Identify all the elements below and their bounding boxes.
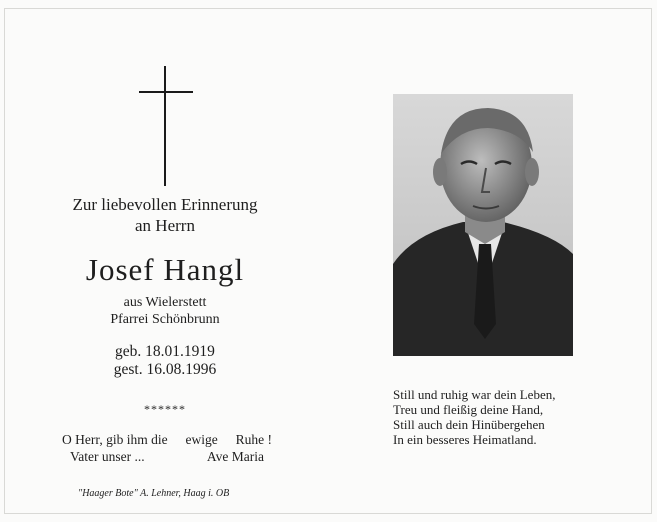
divider-stars: ******	[144, 402, 186, 416]
origin	[40, 294, 290, 328]
deceased-name: Josef Hangl	[85, 252, 245, 287]
verse	[393, 387, 613, 447]
prayer	[62, 431, 272, 465]
prayer-line-1	[62, 431, 272, 448]
death-date: gest. 16.08.1996	[113, 361, 217, 378]
prayer-line-2	[62, 448, 272, 465]
cross-icon	[139, 66, 193, 186]
verse-line: In ein besseres Heimatland.	[393, 432, 537, 447]
portrait-photo-icon	[393, 94, 573, 356]
life-dates	[40, 343, 290, 379]
intro-line-1: Zur liebevollen Erinnerung	[72, 195, 258, 214]
origin-line-1: aus Wielerstett	[123, 295, 207, 310]
intro-line-2: an Herrn	[135, 216, 195, 235]
origin-line-2: Pfarrei Schönbrunn	[110, 312, 220, 327]
printer-credit: "Haager Bote" A. Lehner, Haag i. OB	[78, 488, 230, 499]
portrait-photo	[393, 94, 573, 356]
prayer-line-2-left: Vater unser ...	[70, 449, 145, 464]
verse-line: Still auch dein Hinübergehen	[393, 417, 545, 432]
verse-line: Still und ruhig war dein Leben,	[393, 387, 556, 402]
prayer-line-2-right: Ave Maria	[206, 449, 264, 464]
memorial-intro	[40, 194, 290, 236]
prayer-line-1-mid: ewige	[185, 432, 218, 447]
prayer-line-1-right: Ruhe !	[235, 432, 272, 447]
birth-date: geb. 18.01.1919	[115, 343, 215, 360]
prayer-line-1-left: O Herr, gib ihm die	[62, 432, 168, 447]
verse-line: Treu und fleißig deine Hand,	[393, 402, 544, 417]
